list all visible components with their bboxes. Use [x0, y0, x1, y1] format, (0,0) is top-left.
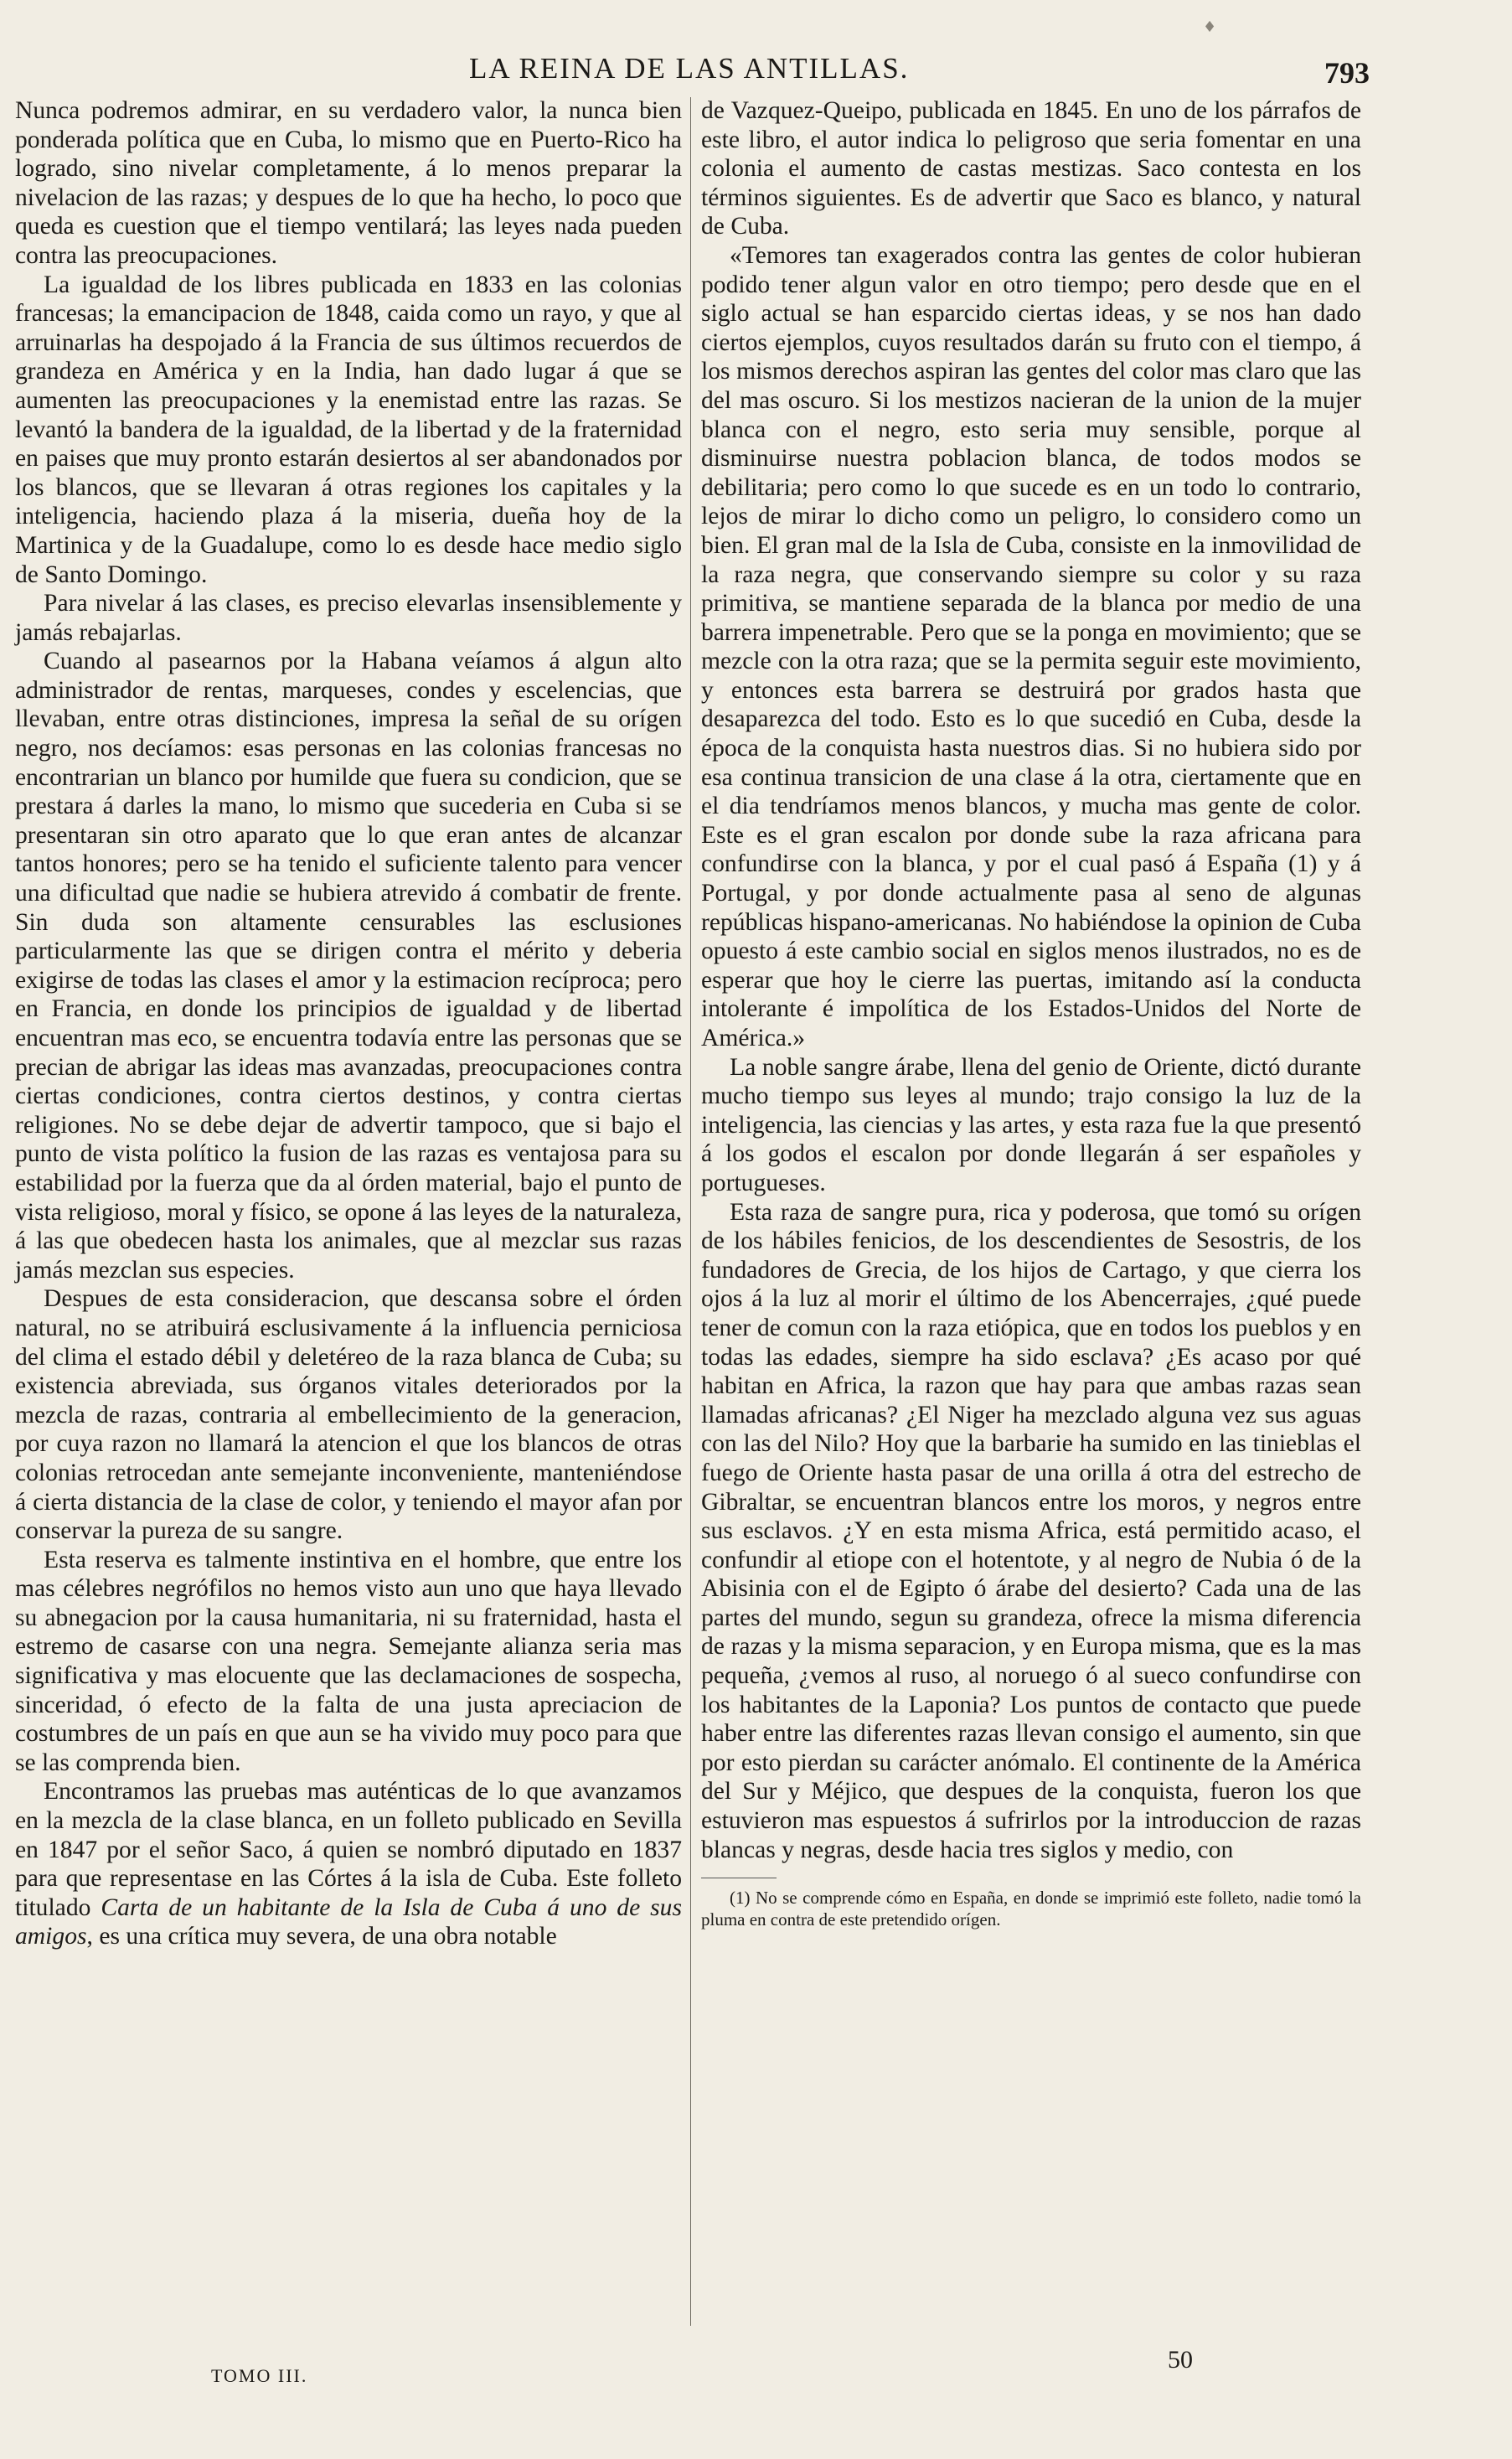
left-column	[15, 96, 682, 1951]
paragraph: Esta reserva es talmente instintiva en el hombre, que entre los mas célebres negrófilos no hemos visto aun uno que haya llevado su abnegacion por la causa humanitaria, ni su fraternidad, hasta el estremo de casarse con una negra. Semejante alianza seria mas significativa y mas elocuente que las declamaciones de sospecha, sinceridad, ó efecto de la falta de una justa apreciacion de costumbres de un país en que aun se ha vivido muy poco para que se las comprenda bien.	[15, 1546, 682, 1776]
signature-mark: 50	[1168, 2346, 1193, 2374]
paragraph: La noble sangre árabe, llena del genio de Oriente, dictó durante mucho tiempo sus leyes al mundo; trajo consigo la luz de la inteligencia, las ciencias y las artes, y esta raza fue la que presentó á los godos el escalon por donde llegarán á ser españoles y portugueses.	[701, 1053, 1361, 1196]
paragraph	[15, 1777, 682, 1951]
paragraph: La igualdad de los libres publicada en 1833 en las colonias francesas; la emancipacion de 1848, caida como un rayo, y que al arruinarlas ha despojado á la Francia de sus últimos recuerdos de grandeza en América y en la India, han dado lugar á que se aumenten las preocupaciones y la enemistad entre las razas. Se levantó la bandera de la igualdad, de la libertad y de la fraternidad en paises que muy pronto estarán desiertos al ser abandonados por los blancos, que se llevaran á otras regiones los capitales y la inteligencia, haciendo plaza á la miseria, dueña hoy de la Martinica y de la Guadalupe, como lo es desde hace medio siglo de Santo Domingo.	[15, 271, 682, 588]
page-number: 793	[1324, 56, 1370, 90]
paragraph-text: , es una crítica muy severa, de una obra notable	[86, 1923, 557, 1950]
paragraph: de Vazquez-Queipo, publicada en 1845. En uno de los párrafos de este libro, el autor indica lo peligroso que seria fomentar en una colonia el aumento de castas mestizas. Saco contesta en los términos siguientes. Es de advertir que Saco es blanco, y natural de Cuba.	[701, 97, 1361, 240]
ornament-mark: ♦	[1203, 18, 1217, 36]
paragraph-text: Encontramos las pruebas mas auténticas de lo que avanzamos en la mezcla de la clase blanca, en un folleto publicado en Sevilla en 1847 por el señor Saco, á quien se nombró diputado en 1837 para que representase en las Córtes á la isla de Cuba. Este folleto titulado	[15, 1778, 682, 1921]
page-header	[0, 52, 1512, 94]
column-divider	[690, 97, 691, 2326]
footnote: (1) No se comprende cómo en España, en donde se imprimió este folleto, nadie tomó la pluma en contra de este pretendido orígen.	[701, 1888, 1361, 1930]
paragraph: Despues de esta consideracion, que descansa sobre el órden natural, no se atribuirá esclusivamente á la influencia perniciosa del clima el estado débil y deletéreo de la raza blanca de Cuba; su existencia abreviada, sus órganos vitales deteriorados por la mezcla de razas, contraria al embellecimiento de la generacion, por cuya razon no llamará la atencion el que los blancos de otras colonias retrocedan ante semejante inconveniente, manteniéndose á cierta distancia de la clase de color, y teniendo el mayor afan por conservar la pureza de su sangre.	[15, 1285, 682, 1545]
volume-label: TOMO III.	[211, 2365, 308, 2386]
paragraph: Para nivelar á las clases, es preciso elevarlas insensiblemente y jamás rebajarlas.	[15, 590, 682, 646]
paragraph: Esta raza de sangre pura, rica y poderosa, que tomó su orígen de los hábiles fenicios, de los descendientes de Sesostris, de los fundadores de Grecia, de los hijos de Cartago, y que cierra los ojos á la luz al morir el último de los Abencerrajes, ¿qué puede tener de comun con la raza etiópica, que en todos los pueblos y en todas las edades, siempre ha sido esclava? ¿Es acaso por qué habitan en Africa, la razon que hay para que ambas razas sean llamadas africanas? ¿El Niger ha mezclado alguna vez sus aguas con las del Nilo? Hoy que la barbarie ha sumido en las tinieblas el fuego de Oriente hasta pasar de una orilla á otra del estrecho de Gibraltar, se encuentran blancos entre los moros, y negros entre sus esclavos. ¿Y en esta misma Africa, está permitido acaso, el confundir al etiope con el hotentote, y al negro de Nubia ó de la Abisinia con el de Egipto ó árabe del desierto? Cada una de las partes del mundo, segun su grandeza, ofrece la misma diferencia de razas y la misma separacion, y en Europa misma, que es la mas pequeña, ¿vemos al ruso, al noruego ó al sueco confundirse con los habitantes de la Laponia? Los puntos de contacto que puede haber entre las diferentes razas llevan consigo el aumento, sin que por esto pierdan su carácter anómalo. El continente de la América del Sur y Méjico, que despues de la conquista, fueron los que estuvieron mas espuestos á sufrirlos por la introduccion de razas blancas y negras, desde hacia tres siglos y medio, con	[701, 1198, 1361, 1863]
quotation-paragraph: «Temores tan exagerados contra las gentes de color hubieran podido tener algun valor en otro tiempo; pero desde que en el siglo actual se han esparcido ciertas ideas, y se nos han dado ciertos ejemplos, cuyos resultados darán su fruto con el tiempo, á los mismos derechos aspiran las gentes del color mas claro que las del mas oscuro. Si los mestizos nacieran de la union de la mujer blanca con el negro, esto seria muy sensible, porque al disminuirse nuestra poblacion blanca, de todos modos se debilitaria; pero como lo que sucede es en un todo lo contrario, lejos de mirar lo dicho como un peligro, lo considero como un bien. El gran mal de la Isla de Cuba, consiste en la inmovilidad de la raza negra, que conservando siempre su color y su raza primitiva, se mantiene separada de la blanca por medio de una barrera impenetrable. Pero que se la ponga en movimiento; que se mezcle con la otra raza; que se la permita seguir este movimiento, y entonces esta barrera se destruirá por grados hasta que desaparezca del todo. Esto es lo que sucedió en Cuba, desde la época de la conquista hasta nuestros dias. Si no hubiera sido por esa continua transicion de una clase á la otra, ciertamente que en el dia tendríamos menos blancos, y mucha mas gente de color. Este es el gran escalon por donde sube la raza africana para confundirse con la blanca, y por el cual pasó á España (1) y á Portugal, y por donde actualmente pasa al seno de algunas repúblicas hispano-americanas. No habiéndose la opinion de Cuba opuesto á este cambio social en siglos menos ilustrados, no es de esperar que hoy le cierre las puertas, imitando así la conducta intolerante é impolítica de los Estados-Unidos del Norte de América.»	[701, 241, 1361, 1051]
paragraph: Cuando al pasearnos por la Habana veíamos á algun alto administrador de rentas, marqueses, condes y escelencias, que llevaban, entre otras distinciones, impresa la señal de su orígen negro, nos decíamos: esas personas en las colonias francesas no encontrarian un blanco por humilde que fuera su condicion, que se prestara á darles la mano, lo mismo que sucederia en Cuba si se presentaran sin otro aparato que lo que eran antes de alcanzar tantos honores; pero se ha tenido el suficiente talento para vencer una dificultad que nadie se hubiera atrevido á combatir de frente. Sin duda son altamente censurables las esclusiones particularmente las que se dirigen contra el mérito y deberia exigirse de todas las clases el amor y la estimacion recíproca; pero en Francia, en donde los principios de igualdad y de libertad encuentran mas eco, se encuentra todavía entre las personas que se precian de abrigar las ideas mas avanzadas, preocupaciones contra ciertas condiciones, contra ciertos destinos, y contra ciertas religiones. No se debe dejar de advertir tampoco, que si bajo el punto de vista político la fusion de las razas es ventajosa para su estabilidad por la fuerza que da al órden material, bajo el punto de vista religioso, moral y físico, se opone á las leyes de la naturaleza, á las que obedecen hasta los animales, que al mezclar sus razas jamás mezclan sus especies.	[15, 648, 682, 1284]
paragraph: Nunca podremos admirar, en su verdadero valor, la nunca bien ponderada política que en Cuba, lo mismo que en Puerto-Rico ha logrado, sino nivelar completamente, á lo menos preparar la nivelacion de las razas; y despues de lo que ha hecho, lo poco que queda es cuestion que el tiempo ventilará; las leyes nada pueden contra las preocupaciones.	[15, 97, 682, 269]
right-column	[701, 96, 1361, 1930]
running-title: LA REINA DE LAS ANTILLAS.	[469, 52, 910, 85]
pamphlet-title: Carta de un habitante de la Isla de Cuba á uno de sus amigos	[15, 1893, 682, 1950]
